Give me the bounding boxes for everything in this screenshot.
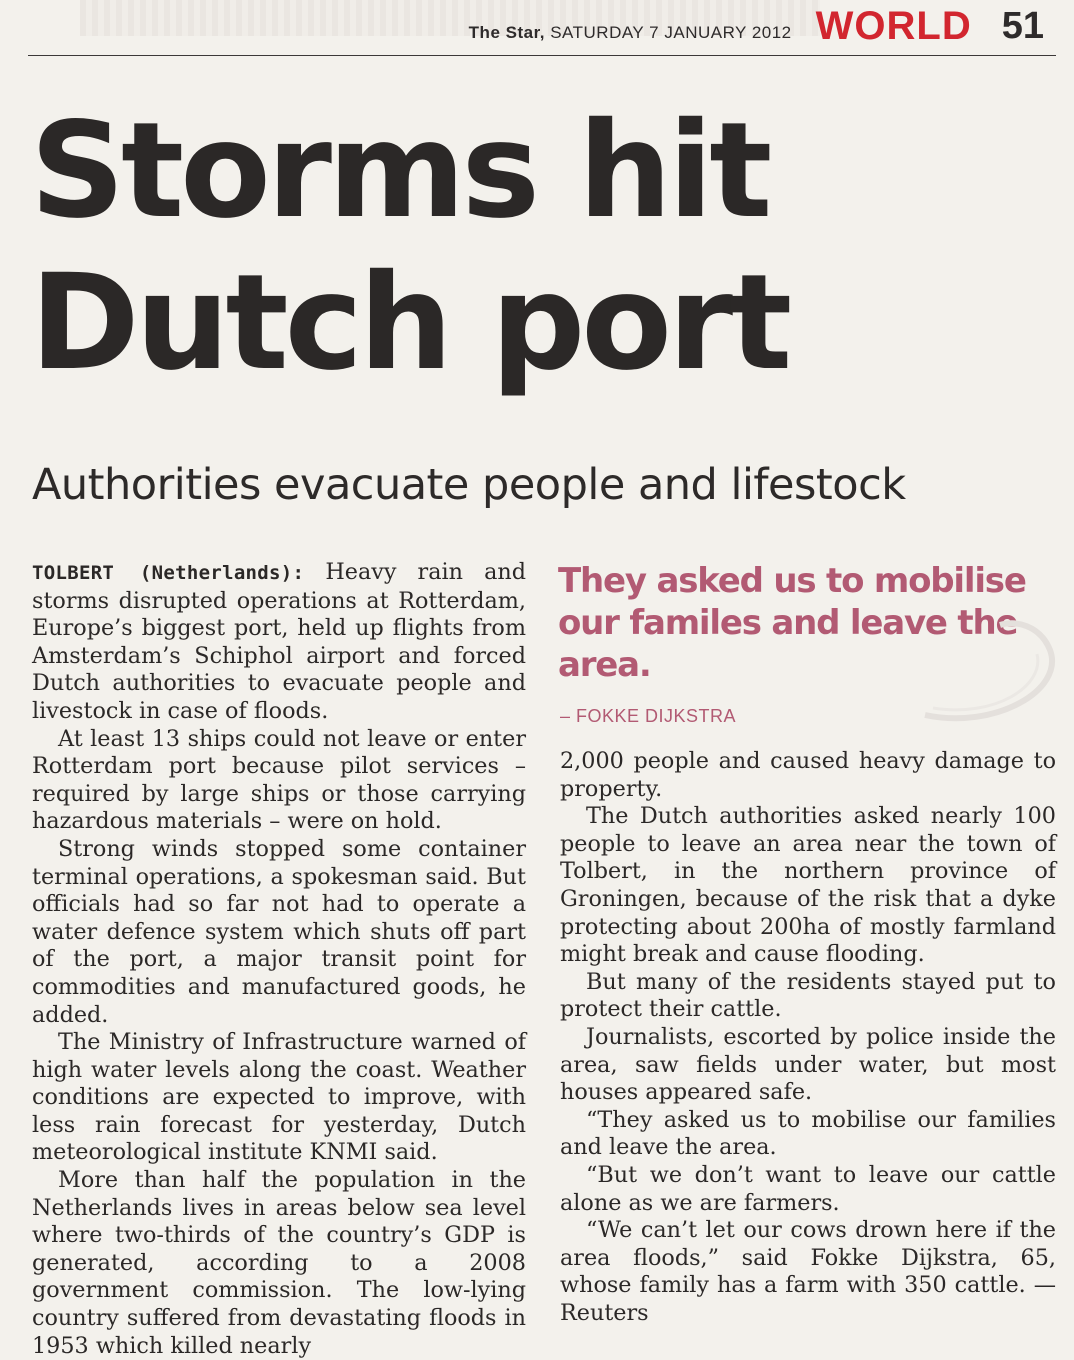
- masthead: [469, 4, 1044, 48]
- headline-line-1: Storms hit: [30, 94, 769, 248]
- section-name: WORLD: [815, 3, 972, 48]
- paragraph-text: Heavy rain and storms disrupted operations at Rotterdam, Europe’s biggest port, held up flights from Amsterdam’s Schiphol airport and forced Dutch authorities to evacuate people and livestock in case of floods.: [32, 559, 526, 724]
- paragraph: Journalists, escorted by police inside the area, saw fields under water, but most houses appeared safe.: [560, 1023, 1056, 1106]
- paragraph: The Dutch authorities asked nearly 100 people to leave an area near the town of Tolbert, in the northern province of Groningen, because of the risk that a dyke protecting about 200ha of mostly farmland might break and cause flooding.: [560, 803, 1056, 968]
- paper-date-line: [469, 23, 792, 43]
- paragraph: [32, 559, 526, 726]
- paper-name: The Star,: [468, 23, 545, 42]
- quote-swoosh-icon: [905, 620, 1065, 730]
- article-column-left: [32, 559, 526, 1360]
- paragraph: More than half the population in the Netherlands lives in areas below sea level where two-thirds of the country’s GDP is generated, according to a 2008 government commission. The low-lying country suffered from devastating floods in 1953 which killed nearly: [32, 1167, 526, 1359]
- paragraph: The Ministry of Infrastructure warned of high water levels along the coast. Weather conditions are expected to improve, with less rain forecast for yesterday, Dutch meteorological institute KNMI said.: [32, 1029, 526, 1166]
- paragraph: “They asked us to mobilise our families and leave the area.: [560, 1106, 1056, 1161]
- paragraph: 2,000 people and caused heavy damage to property.: [560, 748, 1056, 802]
- page-number: 51: [1001, 4, 1044, 47]
- pull-quote: They asked us to mobilise our familes and leave the area.: [558, 561, 1026, 685]
- paragraph: “We can’t let our cows drown here if the area floods,” said Fokke Dijkstra, 65, whose family has a farm with 350 cattle. — Reuters: [560, 1217, 1056, 1326]
- article-column-right: [560, 748, 1056, 1327]
- paragraph: “But we don’t want to leave our cattle alone as we are farmers.: [560, 1161, 1056, 1216]
- pull-quote-attribution: – FOKKE DIJKSTRA: [560, 706, 737, 726]
- header-rule: [28, 55, 1056, 56]
- issue-date: SATURDAY 7 JANUARY 2012: [550, 23, 792, 42]
- paragraph: Strong winds stopped some container terminal operations, a spokesman said. But officials had so far not had to operate a water defence system which shuts off part of the port, a major transit point for commodities and manufactured goods, he added.: [32, 835, 526, 1028]
- paragraph: But many of the residents stayed put to protect their cattle.: [560, 968, 1056, 1023]
- headline-line-2: Dutch port: [30, 246, 789, 400]
- paragraph: At least 13 ships could not leave or enter Rotterdam port because pilot services – required by large ships or those carrying hazardous materials – were on hold.: [32, 725, 526, 835]
- headline: [30, 95, 810, 399]
- dateline: TOLBERT (Netherlands):: [32, 562, 305, 584]
- subheadline: Authorities evacuate people and lifestock: [32, 460, 906, 510]
